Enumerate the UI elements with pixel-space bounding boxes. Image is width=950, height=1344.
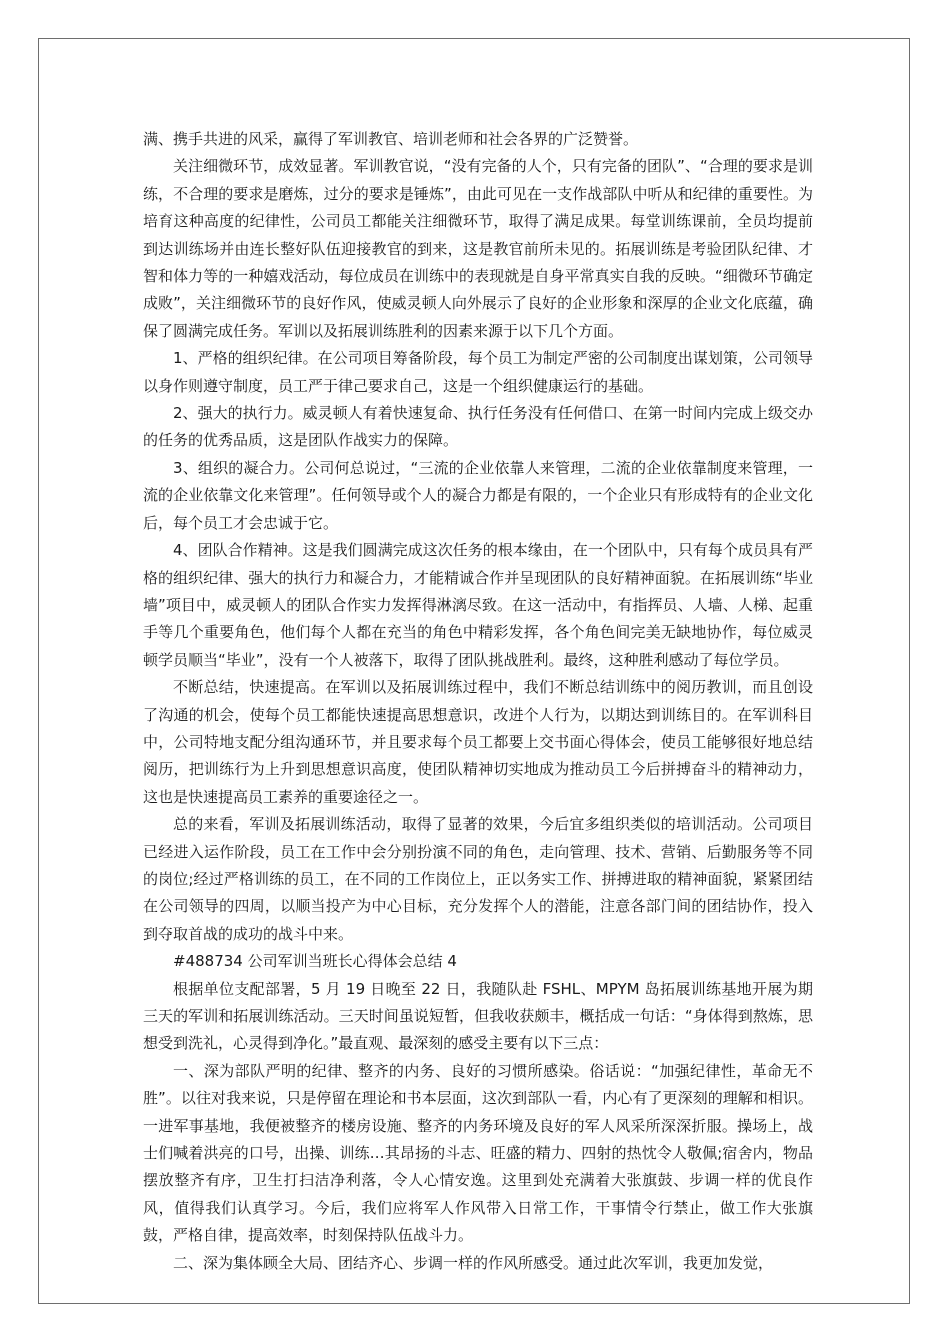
paragraph-teamwork: 4、团队合作精神。这是我们圆满完成这次任务的根本缘由，在一个团队中，只有每个成员具有严格的组织纪律、强大的执行力和凝合力，才能精诚合作并呈现团队的良好精神面貌。在拓展训练“毕业墙”项目中，威灵顿人的团队合作实力发挥得淋漓尽致。在这一活动中，有指挥员、人墙、人梯、起重手等几个重要角色，他们每个人都在充当的角色中精彩发挥，各个角色间完美无缺地协作，每位威灵顿学员顺当“毕业”，没有一个人被落下，取得了团队挑战胜利。最终，这种胜利感动了每位学员。	[143, 541, 813, 669]
paragraph-point-one: 一、深为部队严明的纪律、整齐的内务、良好的习惯所感染。俗话说：“加强纪律性，革命无不胜”。以往对我来说，只是停留在理论和书本层面，这次到部队一看，内心有了更深刻的理解和相识。一进军事基地，我便被整齐的楼房设施、整齐的内务环境及良好的军人风采所深深折服。操场上，战士们喊着洪亮的口号，出操、训练…其昂扬的斗志、旺盛的精力、四射的热忱令人敬佩;宿舍内，物品摆放整齐有序，卫生打扫洁净利落，令人心情安逸。这里到处充满着大张旗鼓、步调一样的优良作风，值得我们认真学习。今后，我们应将军人作风带入日常工作，干事情令行禁止，做工作大张旗鼓，严格自律，提高效率，时刻保持队伍战斗力。	[143, 1061, 813, 1245]
section-heading: #488734 公司军训当班长心得体会总结 4	[173, 952, 457, 971]
paragraph-overall: 总的来看，军训及拓展训练活动，取得了显著的效果，今后宜多组织类似的培训活动。公司项目已经进入运作阶段，员工在工作中会分别扮演不同的角色，走向管理、技术、营销、后勤服务等不同的岗位;经过严格训练的员工，在不同的工作岗位上，正以务实工作、拼搏进取的精神面貌，紧紧团结在公司领导的四周，以顺当投产为中心目标，充分发挥个人的潜能，注意各部门间的团结协作，投入到夺取首战的成功的战斗中来。	[143, 815, 813, 943]
paragraph-cohesion: 3、组织的凝合力。公司何总说过，“三流的企业依靠人来管理，二流的企业依靠制度来管理，一流的企业依靠文化来管理”。任何领导或个人的凝合力都是有限的，一个企业只有形成特有的企业文化后，每个员工才会忠诚于它。	[143, 458, 813, 532]
paragraph-summary-improvement: 不断总结，快速提高。在军训以及拓展训练过程中，我们不断总结训练中的阅历教训，而且创设了沟通的机会，使每个员工都能快速提高思想意识，改进个人行为，以期达到训练目的。在军训科目中，公司特地支配分组沟通环节，并且要求每个员工都要上交书面心得体会，使员工能够很好地总结阅历，把训练行为上升到思想意识高度，使团队精神切实地成为推动员工今后拼搏奋斗的精神动力，这也是快速提高员工素养的重要途径之一。	[143, 678, 813, 806]
paragraph-continuation: 满、携手共进的风采，赢得了军训教官、培训老师和社会各界的广泛赞誉。	[143, 130, 639, 148]
paragraph-discipline: 1、严格的组织纪律。在公司项目筹备阶段，每个员工为制定严密的公司制度出谋划策，公司领导以身作则遵守制度，员工严于律己要求自己，这是一个组织健康运行的基础。	[143, 349, 813, 395]
paragraph-point-two: 二、深为集体顾全大局、团结齐心、步调一样的作风所感受。通过此次军训，我更加发觉，	[173, 1253, 774, 1272]
paragraph-attention-to-detail: 关注细微环节，成效显著。军训教官说，“没有完备的人个，只有完备的团队”、“合理的要求是训练，不合理的要求是磨炼，过分的要求是锤炼”，由此可见在一支作战部队中听从和纪律的重要性。为培育这种高度的纪律性，公司员工都能关注细微环节，取得了满足成果。每堂训练课前，全员均提前到达训练场并由连长整好队伍迎接教官的到来，这是教官前所未见的。拓展训练是考验团队纪律、才智和体力等的一种嬉戏活动，每位成员在训练中的表现就是自身平常真实自我的反映。“细微环节确定成败”，关注细微环节的良好作风，使威灵顿人向外展示了良好的企业形象和深厚的企业文化底蕴，确保了圆满完成任务。军训以及拓展训练胜利的因素来源于以下几个方面。	[143, 157, 813, 340]
paragraph-execution: 2、强大的执行力。威灵顿人有着快速复命、执行任务没有任何借口、在第一时间内完成上级交办的任务的优秀品质，这是团队作战实力的保障。	[143, 404, 813, 450]
paragraph-arrangement: 根据单位支配部署，5 月 19 日晚至 22 日，我随队赴 FSHL、MPYM 岛拓展训练基地开展为期三天的军训和拓展训练活动。三天时间虽说短暂，但我收获颇丰，概括成一句话：“身体得到熬炼，思想受到洗礼，心灵得到净化。”最直观、最深刻的感受主要有以下三点：	[143, 979, 813, 1053]
document-body	[143, 126, 813, 1277]
